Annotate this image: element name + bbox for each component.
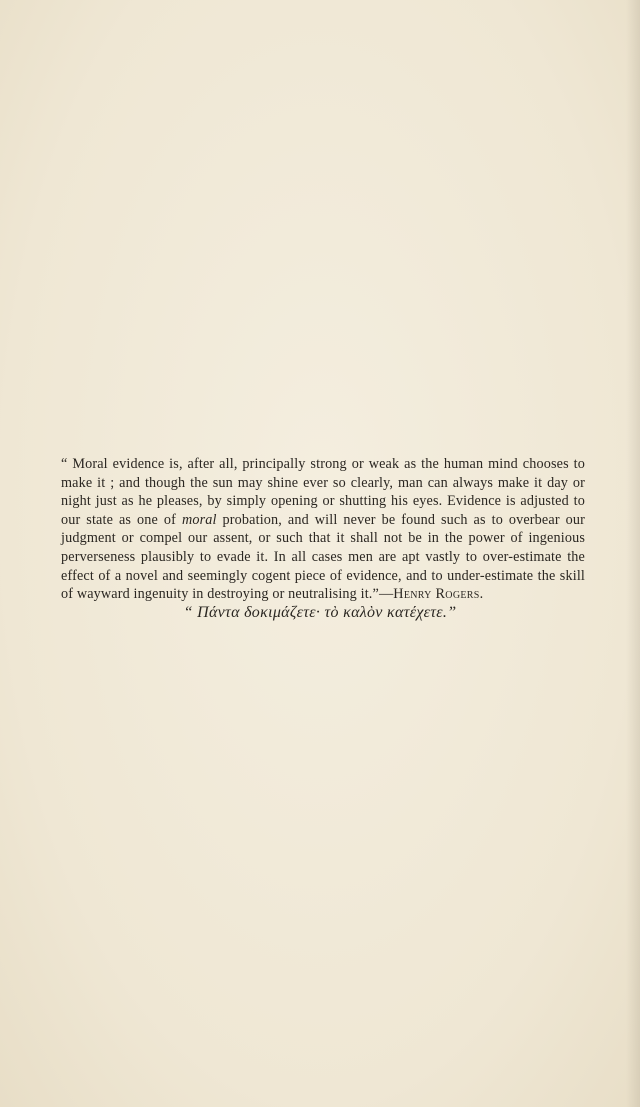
greek-epigraph: “ Πάντα δοκιμάζετε· τὸ καλὸν κατέχετε.”	[183, 604, 457, 621]
quotation-emphasis: moral	[181, 511, 217, 528]
page-edge-shadow	[626, 0, 640, 1107]
quotation-text-part1: “ Moral evidence is, after all, principally strong or weak as the human mind chooses to make it ; and though the sun may shine ever so clearly, man can always make it day or night just as he pleases, by simply opening or shutting his eyes. Evidence is adjusted to our state as one of	[61, 456, 585, 528]
quotation-text-part2: probation, and will never be found such as to overbear our judgment or compel our assent, or such that it shall not be in the power of ingenious perverseness plausibly to evade it. In all cases men are apt vastly to over-estimate the effect of a novel and seemingly cogent piece of evidence, and to under-estimate the skill of wayward ingenuity in destroying or neutralising it.”—	[61, 511, 585, 603]
quotation-author: Henry Rogers.	[393, 586, 484, 603]
quotation-paragraph	[61, 455, 585, 604]
